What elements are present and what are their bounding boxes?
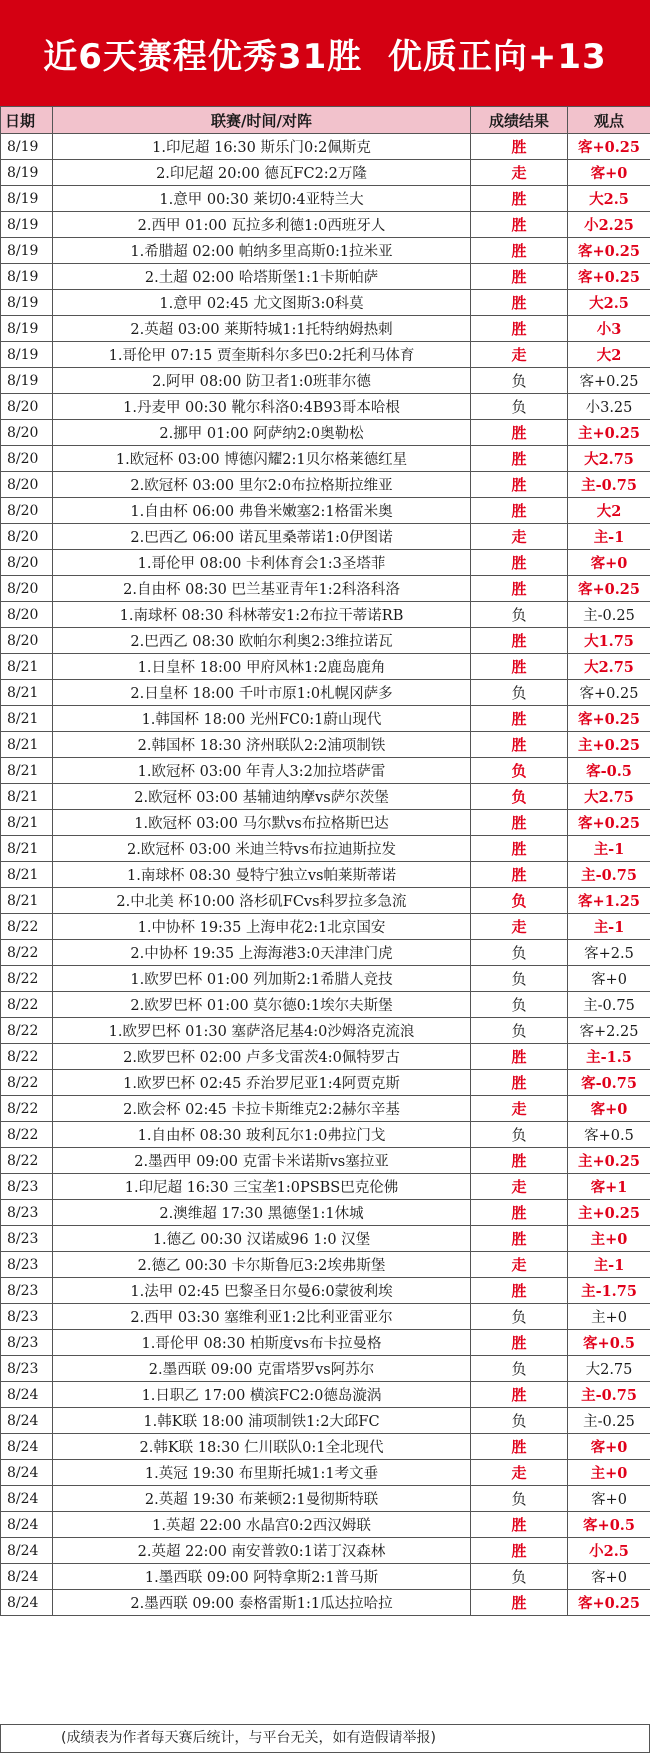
- table-row: [1, 1356, 650, 1382]
- table-row: [1, 186, 650, 212]
- row-match: 2.韩K联 18:30 仁川联队0:1全北现代: [53, 1434, 471, 1460]
- row-view: 客+0.25: [568, 810, 650, 836]
- row-result: 胜: [471, 186, 568, 212]
- row-view: 主-0.25: [568, 602, 650, 628]
- table-row: [1, 1070, 650, 1096]
- page-title: 近6天赛程优秀31胜 优质正向+13: [43, 36, 607, 77]
- table-row: [1, 1122, 650, 1148]
- row-result: 胜: [471, 472, 568, 498]
- row-match: 1.欧冠杯 03:00 年青人3:2加拉塔萨雷: [53, 758, 471, 784]
- row-date: 8/24: [1, 1564, 53, 1590]
- row-view: 客+0.25: [568, 134, 650, 160]
- row-view: 客+0: [568, 966, 650, 992]
- row-result: 胜: [471, 1434, 568, 1460]
- table-row: [1, 758, 650, 784]
- table-row: [1, 888, 650, 914]
- row-result: 负: [471, 602, 568, 628]
- row-date: 8/20: [1, 550, 53, 576]
- table-row: [1, 992, 650, 1018]
- row-date: 8/24: [1, 1538, 53, 1564]
- row-match: 2.西甲 01:00 瓦拉多利德1:0西班牙人: [53, 212, 471, 238]
- row-match: 2.中北美 杯10:00 洛杉矶FCvs科罗拉多急流: [53, 888, 471, 914]
- row-date: 8/23: [1, 1252, 53, 1278]
- row-date: 8/20: [1, 602, 53, 628]
- row-view: 主-1: [568, 1252, 650, 1278]
- table-row: [1, 1460, 650, 1486]
- table-row: [1, 706, 650, 732]
- row-date: 8/24: [1, 1408, 53, 1434]
- row-view: 主-1: [568, 524, 650, 550]
- row-match: 1.印尼超 16:30 三宝垄1:0PSBS巴克伦佛: [53, 1174, 471, 1200]
- row-date: 8/22: [1, 1070, 53, 1096]
- row-result: 胜: [471, 862, 568, 888]
- row-result: 负: [471, 1122, 568, 1148]
- row-date: 8/22: [1, 914, 53, 940]
- row-match: 1.希腊超 02:00 帕纳多里高斯0:1拉米亚: [53, 238, 471, 264]
- row-date: 8/20: [1, 420, 53, 446]
- table-row: [1, 654, 650, 680]
- row-view: 主-0.75: [568, 862, 650, 888]
- row-view: 主-1.75: [568, 1278, 650, 1304]
- row-match: 2.墨西联 09:00 克雷塔罗vs阿苏尔: [53, 1356, 471, 1382]
- table-row: [1, 1382, 650, 1408]
- row-view: 客+0: [568, 1434, 650, 1460]
- row-date: 8/19: [1, 134, 53, 160]
- row-result: 负: [471, 784, 568, 810]
- table-row: [1, 810, 650, 836]
- title-banner: [0, 0, 650, 106]
- table-row: [1, 394, 650, 420]
- row-result: 负: [471, 1408, 568, 1434]
- row-match: 1.哥伦甲 08:30 柏斯度vs布卡拉曼格: [53, 1330, 471, 1356]
- row-match: 1.韩K联 18:00 浦项制铁1:2大邱FC: [53, 1408, 471, 1434]
- row-view: 客+0.5: [568, 1330, 650, 1356]
- row-view: 大2.5: [568, 186, 650, 212]
- row-match: 1.丹麦甲 00:30 靴尔科洛0:4B93哥本哈根: [53, 394, 471, 420]
- row-match: 2.墨西甲 09:00 克雷卡米诺斯vs塞拉亚: [53, 1148, 471, 1174]
- row-date: 8/21: [1, 862, 53, 888]
- row-match: 1.哥伦甲 07:15 贾奎斯科尔多巴0:2托利马体育: [53, 342, 471, 368]
- table-row: [1, 1148, 650, 1174]
- row-view: 主-0.75: [568, 1382, 650, 1408]
- table-row: [1, 1538, 650, 1564]
- row-match: 2.中协杯 19:35 上海海港3:0天津津门虎: [53, 940, 471, 966]
- table-row: [1, 602, 650, 628]
- row-match: 2.英超 03:00 莱斯特城1:1托特纳姆热刺: [53, 316, 471, 342]
- table-row: [1, 680, 650, 706]
- row-view: 客-0.5: [568, 758, 650, 784]
- table-row: [1, 940, 650, 966]
- row-date: 8/21: [1, 758, 53, 784]
- table-row: [1, 732, 650, 758]
- table-row: [1, 966, 650, 992]
- row-result: 胜: [471, 1044, 568, 1070]
- row-result: 胜: [471, 654, 568, 680]
- row-match: 1.法甲 02:45 巴黎圣日尔曼6:0蒙彼利埃: [53, 1278, 471, 1304]
- row-date: 8/22: [1, 1096, 53, 1122]
- row-result: 胜: [471, 810, 568, 836]
- row-view: 主+0.25: [568, 732, 650, 758]
- row-match: 2.挪甲 01:00 阿萨纳2:0奥勒松: [53, 420, 471, 446]
- row-result: 胜: [471, 1226, 568, 1252]
- row-date: 8/23: [1, 1226, 53, 1252]
- row-result: 负: [471, 1018, 568, 1044]
- row-match: 2.日皇杯 18:00 千叶市原1:0札幌冈萨多: [53, 680, 471, 706]
- row-result: 胜: [471, 732, 568, 758]
- row-date: 8/21: [1, 654, 53, 680]
- row-result: 负: [471, 992, 568, 1018]
- row-view: 大2: [568, 498, 650, 524]
- table-row: [1, 1226, 650, 1252]
- row-date: 8/23: [1, 1304, 53, 1330]
- row-date: 8/22: [1, 1122, 53, 1148]
- row-match: 1.德乙 00:30 汉诺威96 1:0 汉堡: [53, 1226, 471, 1252]
- row-view: 大2.75: [568, 654, 650, 680]
- row-date: 8/19: [1, 238, 53, 264]
- row-date: 8/24: [1, 1460, 53, 1486]
- row-result: 胜: [471, 290, 568, 316]
- row-result: 负: [471, 1304, 568, 1330]
- row-match: 1.英冠 19:30 布里斯托城1:1考文垂: [53, 1460, 471, 1486]
- row-result: 胜: [471, 1590, 568, 1616]
- table-row: [1, 1408, 650, 1434]
- row-match: 2.欧冠杯 03:00 里尔2:0布拉格斯拉维亚: [53, 472, 471, 498]
- footer-note: (成绩表为作者每天赛后统计，与平台无关，如有造假请举报): [0, 1724, 650, 1753]
- row-match: 1.欧罗巴杯 01:30 塞萨洛尼基4:0沙姆洛克流浪: [53, 1018, 471, 1044]
- row-match: 1.自由杯 06:00 弗鲁米嫩塞2:1格雷米奥: [53, 498, 471, 524]
- table-row: [1, 628, 650, 654]
- row-result: 胜: [471, 498, 568, 524]
- row-date: 8/24: [1, 1382, 53, 1408]
- row-date: 8/21: [1, 732, 53, 758]
- row-date: 8/20: [1, 394, 53, 420]
- table-row: [1, 498, 650, 524]
- table-row: [1, 342, 650, 368]
- row-result: 走: [471, 914, 568, 940]
- row-result: 胜: [471, 706, 568, 732]
- row-result: 走: [471, 524, 568, 550]
- row-match: 2.英超 19:30 布莱顿2:1曼彻斯特联: [53, 1486, 471, 1512]
- row-match: 2.西甲 03:30 塞维利亚1:2比利亚雷亚尔: [53, 1304, 471, 1330]
- row-match: 2.英超 22:00 南安普敦0:1诺丁汉森林: [53, 1538, 471, 1564]
- row-result: 胜: [471, 1538, 568, 1564]
- row-date: 8/23: [1, 1278, 53, 1304]
- row-match: 2.墨西联 09:00 泰格雷斯1:1瓜达拉哈拉: [53, 1590, 471, 1616]
- row-date: 8/24: [1, 1486, 53, 1512]
- row-view: 大2.75: [568, 784, 650, 810]
- row-match: 1.欧冠杯 03:00 博德闪耀2:1贝尔格莱德红星: [53, 446, 471, 472]
- row-view: 大2.75: [568, 446, 650, 472]
- row-result: 胜: [471, 1330, 568, 1356]
- table-row: [1, 1252, 650, 1278]
- row-view: 主-1: [568, 914, 650, 940]
- row-view: 小3: [568, 316, 650, 342]
- row-view: 主-1.5: [568, 1044, 650, 1070]
- row-result: 胜: [471, 1278, 568, 1304]
- row-date: 8/22: [1, 1044, 53, 1070]
- row-view: 客+0.25: [568, 368, 650, 394]
- row-view: 大2.5: [568, 290, 650, 316]
- table-row: [1, 1278, 650, 1304]
- row-result: 负: [471, 1486, 568, 1512]
- row-view: 主-0.25: [568, 1408, 650, 1434]
- row-view: 主+0.25: [568, 1200, 650, 1226]
- row-result: 胜: [471, 1200, 568, 1226]
- table-row: [1, 160, 650, 186]
- row-view: 客+2.5: [568, 940, 650, 966]
- row-date: 8/23: [1, 1200, 53, 1226]
- row-match: 1.意甲 00:30 莱切0:4亚特兰大: [53, 186, 471, 212]
- row-match: 1.南球杯 08:30 科林蒂安1:2布拉干蒂诺RB: [53, 602, 471, 628]
- row-result: 胜: [471, 576, 568, 602]
- row-date: 8/19: [1, 212, 53, 238]
- row-match: 2.自由杯 08:30 巴兰基亚青年1:2科洛科洛: [53, 576, 471, 602]
- row-date: 8/21: [1, 810, 53, 836]
- row-match: 2.土超 02:00 哈塔斯堡1:1卡斯帕萨: [53, 264, 471, 290]
- row-view: 主-1: [568, 836, 650, 862]
- row-result: 负: [471, 940, 568, 966]
- row-result: 走: [471, 160, 568, 186]
- row-date: 8/24: [1, 1512, 53, 1538]
- table-row: [1, 1304, 650, 1330]
- table-row: [1, 420, 650, 446]
- row-result: 胜: [471, 212, 568, 238]
- row-match: 1.印尼超 16:30 斯乐门0:2佩斯克: [53, 134, 471, 160]
- row-result: 胜: [471, 134, 568, 160]
- table-row: [1, 316, 650, 342]
- row-date: 8/20: [1, 576, 53, 602]
- row-match: 2.欧会杯 02:45 卡拉卡斯维克2:2赫尔辛基: [53, 1096, 471, 1122]
- row-date: 8/19: [1, 290, 53, 316]
- row-result: 胜: [471, 1148, 568, 1174]
- row-view: 客+2.25: [568, 1018, 650, 1044]
- row-view: 主+0.25: [568, 1148, 650, 1174]
- row-result: 负: [471, 680, 568, 706]
- table-row: [1, 212, 650, 238]
- row-match: 1.英超 22:00 水晶宫0:2西汉姆联: [53, 1512, 471, 1538]
- row-match: 1.中协杯 19:35 上海申花2:1北京国安: [53, 914, 471, 940]
- table-row: [1, 134, 650, 160]
- row-result: 走: [471, 1460, 568, 1486]
- row-match: 1.欧罗巴杯 01:00 列加斯2:1希腊人竞技: [53, 966, 471, 992]
- row-result: 走: [471, 1252, 568, 1278]
- table-row: [1, 576, 650, 602]
- column-header-date: 日期: [1, 107, 53, 134]
- table-row: [1, 1096, 650, 1122]
- row-view: 小3.25: [568, 394, 650, 420]
- row-view: 小2.5: [568, 1538, 650, 1564]
- row-result: 胜: [471, 550, 568, 576]
- table-row: [1, 290, 650, 316]
- table-row: [1, 862, 650, 888]
- row-date: 8/21: [1, 836, 53, 862]
- row-view: 客+0.5: [568, 1512, 650, 1538]
- table-row: [1, 1434, 650, 1460]
- row-view: 客+0: [568, 1486, 650, 1512]
- table-row: [1, 1200, 650, 1226]
- row-match: 1.自由杯 08:30 玻利瓦尔1:0弗拉门戈: [53, 1122, 471, 1148]
- row-view: 客+0.25: [568, 264, 650, 290]
- row-view: 客+0.25: [568, 238, 650, 264]
- row-result: 胜: [471, 420, 568, 446]
- row-date: 8/19: [1, 186, 53, 212]
- row-match: 2.澳维超 17:30 黑德堡1:1休城: [53, 1200, 471, 1226]
- table-row: [1, 550, 650, 576]
- row-match: 1.哥伦甲 08:00 卡利体育会1:3圣塔菲: [53, 550, 471, 576]
- row-date: 8/24: [1, 1590, 53, 1616]
- table-row: [1, 1174, 650, 1200]
- row-view: 客+0: [568, 1096, 650, 1122]
- table-row: [1, 446, 650, 472]
- row-match: 1.日皇杯 18:00 甲府风林1:2鹿岛鹿角: [53, 654, 471, 680]
- table-row: [1, 1564, 650, 1590]
- row-date: 8/23: [1, 1356, 53, 1382]
- row-result: 胜: [471, 264, 568, 290]
- table-row: [1, 264, 650, 290]
- row-match: 2.巴西乙 08:30 欧帕尔利奥2:3维拉诺瓦: [53, 628, 471, 654]
- row-date: 8/21: [1, 784, 53, 810]
- row-match: 2.巴西乙 06:00 诺瓦里桑蒂诺1:0伊图诺: [53, 524, 471, 550]
- row-result: 负: [471, 1564, 568, 1590]
- row-match: 2.德乙 00:30 卡尔斯鲁厄3:2埃弗斯堡: [53, 1252, 471, 1278]
- row-view: 客+0: [568, 550, 650, 576]
- row-date: 8/21: [1, 680, 53, 706]
- row-result: 走: [471, 1096, 568, 1122]
- row-view: 主+0: [568, 1226, 650, 1252]
- row-result: 负: [471, 1356, 568, 1382]
- row-view: 客+0.5: [568, 1122, 650, 1148]
- row-view: 小2.25: [568, 212, 650, 238]
- row-match: 1.墨西联 09:00 阿特拿斯2:1普马斯: [53, 1564, 471, 1590]
- row-result: 走: [471, 1174, 568, 1200]
- row-view: 大2: [568, 342, 650, 368]
- results-table: [0, 106, 650, 1616]
- row-result: 胜: [471, 836, 568, 862]
- table-row: [1, 784, 650, 810]
- row-date: 8/23: [1, 1330, 53, 1356]
- row-view: 大2.75: [568, 1356, 650, 1382]
- row-date: 8/19: [1, 160, 53, 186]
- table-row: [1, 1512, 650, 1538]
- row-date: 8/19: [1, 342, 53, 368]
- row-date: 8/22: [1, 992, 53, 1018]
- table-row: [1, 368, 650, 394]
- table-row: [1, 238, 650, 264]
- row-result: 负: [471, 888, 568, 914]
- row-date: 8/23: [1, 1174, 53, 1200]
- row-date: 8/22: [1, 966, 53, 992]
- row-view: 客+0.25: [568, 680, 650, 706]
- table-row: [1, 1044, 650, 1070]
- row-date: 8/20: [1, 524, 53, 550]
- row-date: 8/20: [1, 628, 53, 654]
- row-match: 2.阿甲 08:00 防卫者1:0班菲尔德: [53, 368, 471, 394]
- row-match: 1.欧罗巴杯 02:45 乔治罗尼亚1:4阿贾克斯: [53, 1070, 471, 1096]
- row-view: 客+0.25: [568, 706, 650, 732]
- table-row: [1, 472, 650, 498]
- table-row: [1, 836, 650, 862]
- row-result: 胜: [471, 1070, 568, 1096]
- row-view: 客+0.25: [568, 1590, 650, 1616]
- table-row: [1, 524, 650, 550]
- row-match: 2.印尼超 20:00 德瓦FC2:2万隆: [53, 160, 471, 186]
- table-row: [1, 1486, 650, 1512]
- row-date: 8/20: [1, 498, 53, 524]
- column-header-result: 成绩结果: [471, 107, 568, 134]
- row-match: 1.日职乙 17:00 横滨FC2:0德岛漩涡: [53, 1382, 471, 1408]
- table-row: [1, 1018, 650, 1044]
- row-view: 主-0.75: [568, 992, 650, 1018]
- row-date: 8/22: [1, 1018, 53, 1044]
- row-date: 8/19: [1, 264, 53, 290]
- row-match: 1.欧冠杯 03:00 马尔默vs布拉格斯巴达: [53, 810, 471, 836]
- row-date: 8/21: [1, 888, 53, 914]
- row-match: 1.意甲 02:45 尤文图斯3:0科莫: [53, 290, 471, 316]
- row-view: 主-0.75: [568, 472, 650, 498]
- row-view: 主+0.25: [568, 420, 650, 446]
- row-result: 负: [471, 758, 568, 784]
- row-result: 胜: [471, 1382, 568, 1408]
- row-date: 8/19: [1, 368, 53, 394]
- row-view: 客+0: [568, 160, 650, 186]
- row-view: 大1.75: [568, 628, 650, 654]
- row-match: 2.欧冠杯 03:00 基辅迪纳摩vs萨尔茨堡: [53, 784, 471, 810]
- row-result: 负: [471, 368, 568, 394]
- row-match: 2.欧罗巴杯 01:00 莫尔德0:1埃尔夫斯堡: [53, 992, 471, 1018]
- row-result: 胜: [471, 628, 568, 654]
- row-result: 胜: [471, 1512, 568, 1538]
- row-match: 2.欧冠杯 03:00 米迪兰特vs布拉迪斯拉发: [53, 836, 471, 862]
- row-date: 8/20: [1, 472, 53, 498]
- row-date: 8/22: [1, 1148, 53, 1174]
- table-row: [1, 914, 650, 940]
- row-date: 8/24: [1, 1434, 53, 1460]
- row-date: 8/22: [1, 940, 53, 966]
- row-match: 2.韩国杯 18:30 济州联队2:2浦项制铁: [53, 732, 471, 758]
- row-match: 1.南球杯 08:30 曼特宁独立vs帕莱斯蒂诺: [53, 862, 471, 888]
- row-view: 客+1: [568, 1174, 650, 1200]
- row-date: 8/20: [1, 446, 53, 472]
- row-result: 走: [471, 342, 568, 368]
- row-match: 2.欧罗巴杯 02:00 卢多戈雷茨4:0佩特罗古: [53, 1044, 471, 1070]
- row-view: 客+0: [568, 1564, 650, 1590]
- row-result: 胜: [471, 446, 568, 472]
- column-header-match: 联赛/时间/对阵: [53, 107, 471, 134]
- row-view: 主+0: [568, 1304, 650, 1330]
- column-header-view: 观点: [568, 107, 650, 134]
- table-row: [1, 1330, 650, 1356]
- row-date: 8/19: [1, 316, 53, 342]
- row-result: 胜: [471, 316, 568, 342]
- row-view: 客-0.75: [568, 1070, 650, 1096]
- row-result: 负: [471, 966, 568, 992]
- row-result: 胜: [471, 238, 568, 264]
- row-view: 客+0.25: [568, 576, 650, 602]
- row-view: 主+0: [568, 1460, 650, 1486]
- row-result: 负: [471, 394, 568, 420]
- table-row: [1, 1590, 650, 1616]
- row-date: 8/21: [1, 706, 53, 732]
- table-header-row: [1, 107, 650, 134]
- row-match: 1.韩国杯 18:00 光州FC0:1蔚山现代: [53, 706, 471, 732]
- row-view: 客+1.25: [568, 888, 650, 914]
